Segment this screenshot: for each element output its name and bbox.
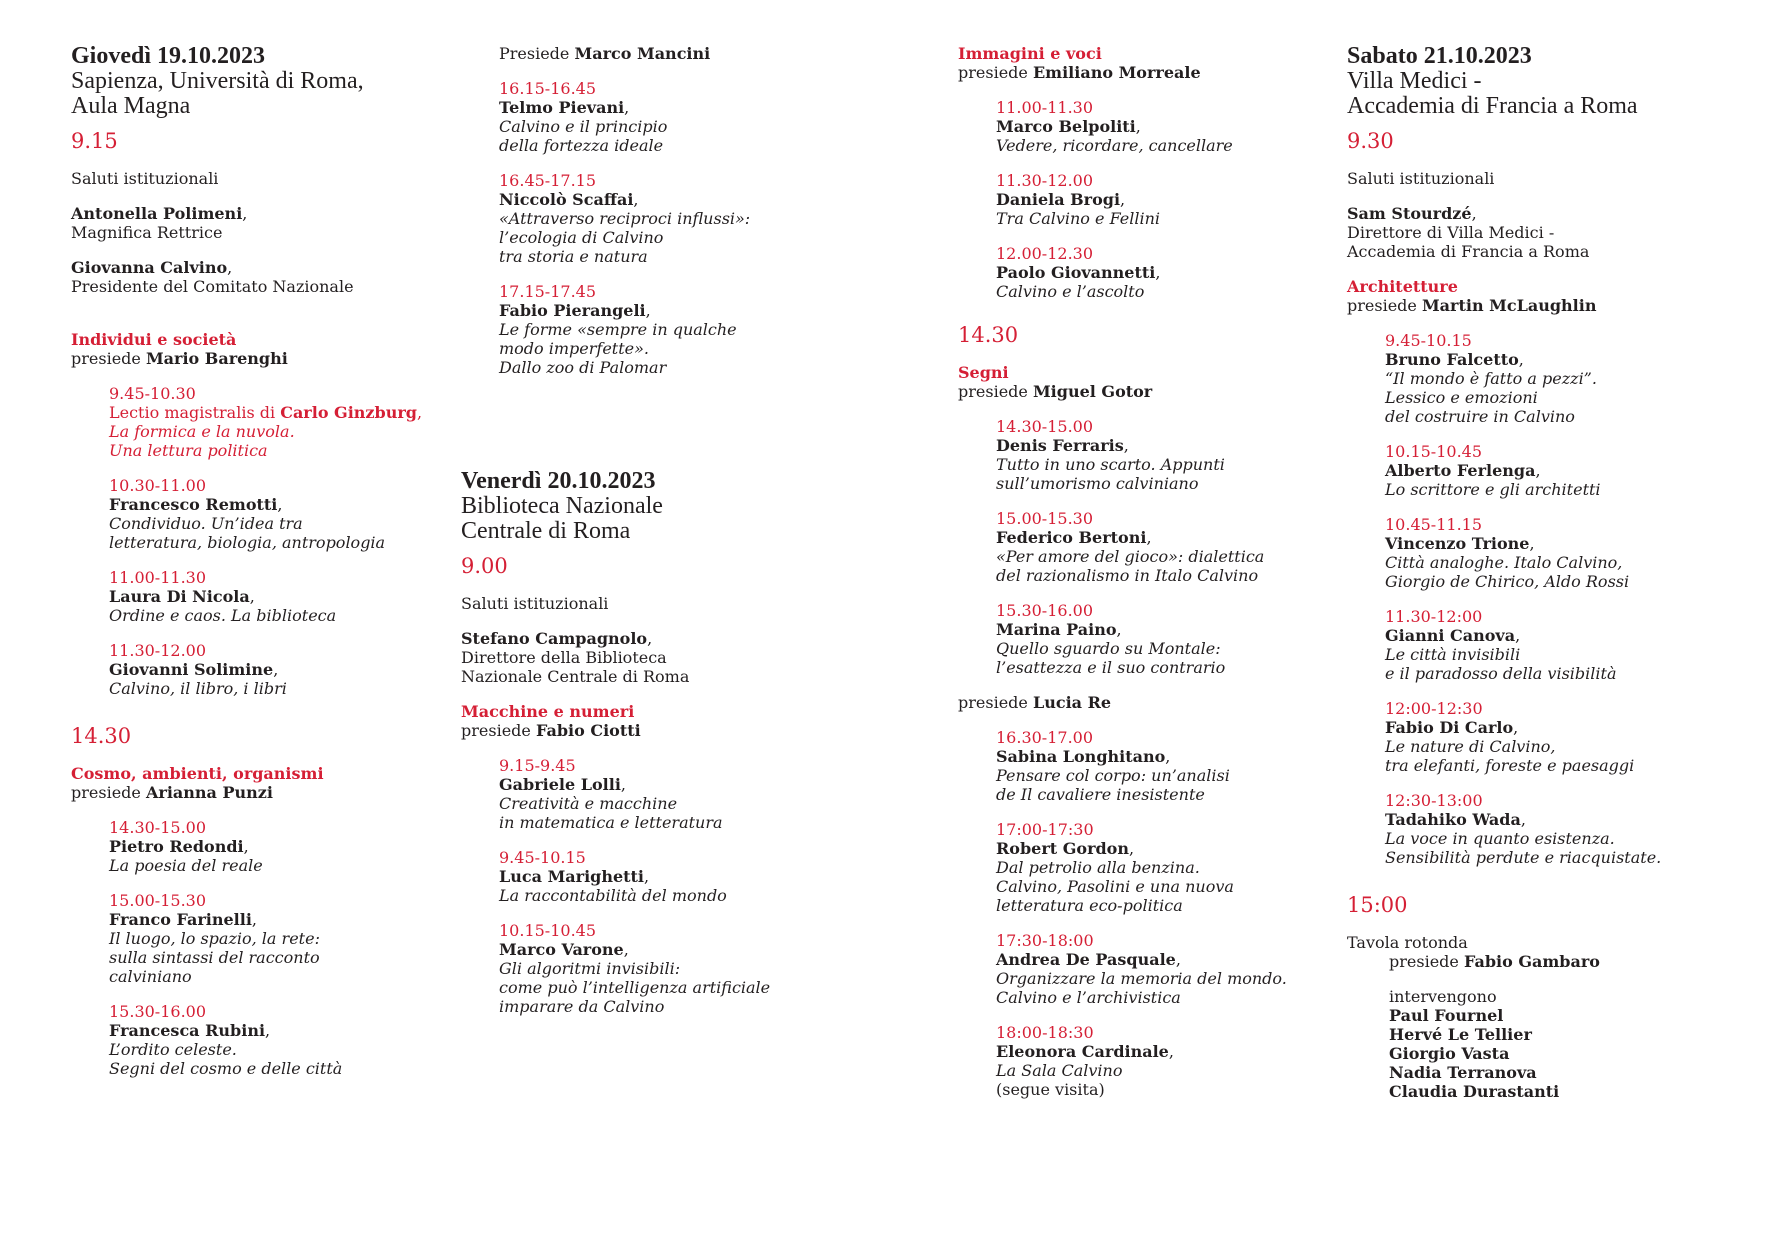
talk-speaker: Giovanni Solimine: [109, 660, 274, 679]
time-heading: 9.30: [1347, 129, 1394, 153]
talk-list: [1347, 331, 1747, 867]
talk-item: 10.15-10.45 Marco Varone, Gli algoritmi invisibili: come può l’intelligenza artificiale imparare da Calvino: [499, 921, 841, 1016]
talk-title: in matematica e letteratura: [499, 813, 723, 832]
talk-time: 9.45-10.30: [109, 384, 196, 403]
talk-time: 10.45-11.15: [1385, 515, 1483, 534]
talk-time: 9.45-10.15: [1385, 331, 1472, 350]
talk-speaker: Francesco Remotti: [109, 495, 278, 514]
talk-title: Quello sguardo su Montale:: [996, 639, 1221, 658]
greetings-label: Saluti istituzionali: [71, 169, 219, 188]
talk-item: 11.00-11.30 Marco Belpoliti, Vedere, ricordare, cancellare: [996, 98, 1338, 155]
chair-name: Lucia Re: [1032, 693, 1112, 712]
talk-item: 17:30-18:00 Andrea De Pasquale, Organizzare la memoria del mondo. Calvino e l’archivistica: [996, 931, 1338, 1007]
talk-time: 10.30-11.00: [109, 476, 207, 495]
talk-speaker: Tadahiko Wada: [1385, 810, 1521, 829]
talk-time: 11.30-12.00: [109, 641, 207, 660]
talk-title: Una lettura politica: [109, 441, 268, 460]
talk-time: 16.15-16.45: [499, 79, 597, 98]
session-heading: [958, 44, 1338, 82]
chair-name: Mario Barenghi: [145, 349, 288, 368]
talk-title: Lo scrittore e gli architetti: [1385, 480, 1601, 499]
talk-title: Sensibilità perdute e riacquistate.: [1385, 848, 1662, 867]
talk-speaker: Pietro Redondi: [109, 837, 244, 856]
talk-item: 10.15-10.45 Alberto Ferlenga, Lo scrittore e gli architetti: [1385, 442, 1747, 499]
talk-item: 15.30-16.00 Francesca Rubini, L’ordito celeste. Segni del cosmo e delle città: [109, 1002, 451, 1078]
talk-time: 16.45-17.15: [499, 171, 597, 190]
talk-item: 12:30-13:00 Tadahiko Wada, La voce in quanto esistenza. Sensibilità perdute e riacquistate.: [1385, 791, 1747, 867]
venue-line: Biblioteca Nazionale: [461, 493, 663, 519]
participant-name: Nadia Terranova: [1389, 1063, 1537, 1082]
venue-line: Villa Medici -: [1347, 68, 1482, 94]
talk-time: 10.15-10.45: [1385, 442, 1483, 461]
talk-item: 17:00-17:30 Robert Gordon, Dal petrolio alla benzina. Calvino, Pasolini e una nuova letteratura eco-politica: [996, 820, 1338, 915]
round-table-label: Tavola rotonda: [1347, 933, 1468, 952]
session-title: Individui e società: [71, 330, 237, 349]
chair-prefix: presiede: [71, 349, 141, 368]
talk-title: Lessico e emozioni: [1385, 388, 1538, 407]
talk-item: 9.15-9.45 Gabriele Lolli, Creatività e macchine in matematica e letteratura: [499, 756, 841, 832]
talk-time: 12.00-12.30: [996, 244, 1094, 263]
talk-title: Calvino, Pasolini e una nuova: [996, 877, 1234, 896]
chair-prefix: presiede: [958, 693, 1028, 712]
talk-title: letteratura, biologia, antropologia: [109, 533, 386, 552]
chair-prefix: Presiede: [499, 44, 570, 63]
talk-speaker: Vincenzo Trione: [1385, 534, 1530, 553]
chair-name: Martin McLaughlin: [1421, 296, 1597, 315]
lectio-speaker: Carlo Ginzburg: [280, 403, 417, 422]
chair-prefix: presiede: [958, 63, 1028, 82]
talk-item: 16.30-17.00 Sabina Longhitano, Pensare col corpo: un’analisi de Il cavaliere inesistente: [996, 728, 1338, 804]
speaker-name: Sam Stourdzé: [1347, 204, 1472, 223]
lectio-label: Lectio magistralis di: [109, 403, 276, 422]
talk-item: 11.30-12.00 Giovanni Solimine, Calvino, il libro, i libri: [109, 641, 451, 698]
talk-title: Vedere, ricordare, cancellare: [996, 136, 1233, 155]
talk-time: 17:30-18:00: [996, 931, 1094, 950]
venue-line: Sapienza, Università di Roma,: [71, 68, 364, 94]
talk-item: 10.45-11.15 Vincenzo Trione, Città analoghe. Italo Calvino, Giorgio de Chirico, Aldo Rossi: [1385, 515, 1747, 591]
talk-list: [958, 728, 1338, 1099]
venue-line: Accademia di Francia a Roma: [1347, 93, 1638, 119]
talk-title: Le città invisibili: [1385, 645, 1521, 664]
speaker-name: Giovanna Calvino: [71, 258, 228, 277]
talk-time: 15.00-15.30: [109, 891, 207, 910]
talk-list: [461, 79, 841, 377]
talk-item: 16.45-17.15 Niccolò Scaffai, «Attraverso reciproci influssi»: l’ecologia di Calvino tra storia e natura: [499, 171, 841, 266]
participant-name: Hervé Le Tellier: [1389, 1025, 1532, 1044]
talk-note: (segue visita): [996, 1080, 1105, 1099]
speaker-block: Giovanna Calvino, Presidente del Comitato Nazionale: [71, 258, 451, 296]
talk-title: Tra Calvino e Fellini: [996, 209, 1161, 228]
talk-item: 16.15-16.45 Telmo Pievani, Calvino e il principio della fortezza ideale: [499, 79, 841, 155]
venue-line: Centrale di Roma: [461, 518, 631, 544]
speaker-name: Antonella Polimeni: [71, 204, 243, 223]
talk-title: imparare da Calvino: [499, 997, 665, 1016]
participants-label: intervengono: [1389, 987, 1497, 1006]
speaker-block: Antonella Polimeni, Magnifica Rettrice: [71, 204, 451, 242]
talk-title: tra elefanti, foreste e paesaggi: [1385, 756, 1635, 775]
speaker-role: Nazionale Centrale di Roma: [461, 667, 690, 686]
lectio-item: 9.45-10.30 Lectio magistralis di Carlo Ginzburg, La formica e la nuvola. Una lettura politica: [109, 384, 451, 460]
talk-speaker: Marina Paino: [996, 620, 1117, 639]
talk-time: 11.00-11.30: [996, 98, 1094, 117]
talk-title: La poesia del reale: [109, 856, 263, 875]
session-heading: [1347, 277, 1747, 315]
participant-name: Paul Fournel: [1389, 1006, 1504, 1025]
talk-title: l’ecologia di Calvino: [499, 228, 664, 247]
time-heading: 14.30: [958, 323, 1019, 347]
talk-title: del costruire in Calvino: [1385, 407, 1575, 426]
speaker-block: Sam Stourdzé, Direttore di Villa Medici - Accademia di Francia a Roma: [1347, 204, 1747, 261]
talk-title: l’esattezza e il suo contrario: [996, 658, 1226, 677]
session-title: Architetture: [1347, 277, 1458, 296]
talk-title: tra storia e natura: [499, 247, 648, 266]
talk-list: [958, 98, 1338, 301]
talk-time: 16.30-17.00: [996, 728, 1094, 747]
time-heading: 9.15: [71, 129, 118, 153]
talk-title: Condividuo. Un’idea tra: [109, 514, 303, 533]
talk-item: 17.15-17.45 Fabio Pierangeli, Le forme «sempre in qualche modo imperfette». Dallo zoo di Palomar: [499, 282, 841, 377]
talk-title: e il paradosso della visibilità: [1385, 664, 1617, 683]
talk-title: Le nature di Calvino,: [1385, 737, 1556, 756]
talk-time: 10.15-10.45: [499, 921, 597, 940]
talk-title: Tutto in uno scarto. Appunti: [996, 455, 1225, 474]
talk-title: calviniano: [109, 967, 192, 986]
talk-title: Calvino e l’ascolto: [996, 282, 1145, 301]
talk-item: 14.30-15.00 Pietro Redondi, La poesia del reale: [109, 818, 451, 875]
talk-title: Organizzare la memoria del mondo.: [996, 969, 1287, 988]
time-heading: 9.00: [461, 554, 508, 578]
talk-speaker: Gabriele Lolli: [499, 775, 621, 794]
talk-speaker: Francesca Rubini: [109, 1021, 266, 1040]
talk-title: La raccontabilità del mondo: [499, 886, 727, 905]
chair-prefix: presiede: [71, 783, 141, 802]
talk-time: 14.30-15.00: [996, 417, 1094, 436]
talk-speaker: Niccolò Scaffai: [499, 190, 634, 209]
talk-item: 18:00-18:30 Eleonora Cardinale, La Sala Calvino (segue visita): [996, 1023, 1338, 1099]
chair-name: Fabio Gambaro: [1463, 952, 1600, 971]
talk-title: Ordine e caos. La biblioteca: [109, 606, 337, 625]
column-thursday: [71, 44, 451, 1078]
talk-title: Pensare col corpo: un’analisi: [996, 766, 1230, 785]
speaker-role: Presidente del Comitato Nazionale: [71, 277, 354, 296]
talk-speaker: Fabio Di Carlo: [1385, 718, 1514, 737]
talk-speaker: Marco Belpoliti: [996, 117, 1136, 136]
talk-title: Giorgio de Chirico, Aldo Rossi: [1385, 572, 1630, 591]
column-friday: [461, 44, 841, 1016]
day-heading: Venerdì 20.10.2023: [461, 468, 656, 494]
talk-title: Creatività e macchine: [499, 794, 678, 813]
chair-prefix: presiede: [1347, 296, 1417, 315]
talk-item: 11.00-11.30 Laura Di Nicola, Ordine e caos. La biblioteca: [109, 568, 451, 625]
talk-time: 17.15-17.45: [499, 282, 597, 301]
session-title: Cosmo, ambienti, organismi: [71, 764, 324, 783]
greetings-label: Saluti istituzionali: [461, 594, 609, 613]
talk-title: Calvino e l’archivistica: [996, 988, 1181, 1007]
talk-title: Dallo zoo di Palomar: [499, 358, 667, 377]
talk-title: Città analoghe. Italo Calvino,: [1385, 553, 1623, 572]
talk-title: Calvino e il principio: [499, 117, 668, 136]
chair-prefix: presiede: [461, 721, 531, 740]
talk-title: Gli algoritmi invisibili:: [499, 959, 681, 978]
talk-title: Calvino, il libro, i libri: [109, 679, 287, 698]
talk-time: 15.30-16.00: [109, 1002, 207, 1021]
speaker-role: Magnifica Rettrice: [71, 223, 223, 242]
talk-title: «Attraverso reciproci influssi»:: [499, 209, 751, 228]
session-title: Immagini e voci: [958, 44, 1102, 63]
talk-item: 10.30-11.00 Francesco Remotti, Condividuo. Un’idea tra letteratura, biologia, antropologia: [109, 476, 451, 552]
talk-time: 18:00-18:30: [996, 1023, 1094, 1042]
talk-time: 9.45-10.15: [499, 848, 586, 867]
talk-title: “Il mondo è fatto a pezzi”.: [1385, 369, 1597, 388]
chair-name: Fabio Ciotti: [535, 721, 641, 740]
time-heading: 14.30: [71, 724, 132, 748]
talk-time: 12:30-13:00: [1385, 791, 1483, 810]
speaker-role: Accademia di Francia a Roma: [1347, 242, 1590, 261]
talk-item: 15.30-16.00 Marina Paino, Quello sguardo su Montale: l’esattezza e il suo contrario: [996, 601, 1338, 677]
talk-speaker: Federico Bertoni: [996, 528, 1147, 547]
talk-item: 12.00-12.30 Paolo Giovannetti, Calvino e l’ascolto: [996, 244, 1338, 301]
talk-item: 15.00-15.30 Federico Bertoni, «Per amore del gioco»: dialettica del razionalismo in Italo Calvino: [996, 509, 1338, 585]
talk-speaker: Gianni Canova: [1385, 626, 1516, 645]
talk-title: Il luogo, lo spazio, la rete:: [109, 929, 320, 948]
talk-speaker: Franco Farinelli: [109, 910, 252, 929]
day-heading: Sabato 21.10.2023: [1347, 43, 1532, 69]
session-heading: [958, 693, 1338, 712]
talk-speaker: Fabio Pierangeli: [499, 301, 646, 320]
talk-title: Le forme «sempre in qualche: [499, 320, 737, 339]
talk-speaker: Luca Marighetti: [499, 867, 645, 886]
talk-title: La voce in quanto esistenza.: [1385, 829, 1615, 848]
greetings-label: Saluti istituzionali: [1347, 169, 1495, 188]
talk-speaker: Daniela Brogi: [996, 190, 1121, 209]
session-heading: [71, 764, 451, 802]
talk-speaker: Laura Di Nicola: [109, 587, 250, 606]
talk-time: 11.30-12.00: [996, 171, 1094, 190]
talk-speaker: Andrea De Pasquale: [996, 950, 1176, 969]
talk-title: Dal petrolio alla benzina.: [996, 858, 1200, 877]
session-title: Macchine e numeri: [461, 702, 635, 721]
talk-title: «Per amore del gioco»: dialettica: [996, 547, 1265, 566]
speaker-role: Direttore di Villa Medici -: [1347, 223, 1555, 242]
talk-item: 15.00-15.30 Franco Farinelli, Il luogo, lo spazio, la rete: sulla sintassi del racconto calviniano: [109, 891, 451, 986]
talk-list: [958, 417, 1338, 677]
column-friday-cont: [958, 44, 1338, 1099]
chair-prefix: presiede: [958, 382, 1028, 401]
talk-title: sull’umorismo calviniano: [996, 474, 1199, 493]
chair-prefix: presiede: [1389, 952, 1459, 971]
talk-title: de Il cavaliere inesistente: [996, 785, 1205, 804]
talk-title: L’ordito celeste.: [109, 1040, 237, 1059]
talk-title: letteratura eco-politica: [996, 896, 1183, 915]
talk-title: La Sala Calvino: [996, 1061, 1123, 1080]
talk-list: [461, 756, 841, 1016]
session-heading: [461, 702, 841, 740]
talk-time: 11.30-12:00: [1385, 607, 1483, 626]
talk-item: 11.30-12.00 Daniela Brogi, Tra Calvino e Fellini: [996, 171, 1338, 228]
session-heading: [958, 363, 1338, 401]
column-saturday: [1347, 44, 1747, 1101]
talk-item: 12:00-12:30 Fabio Di Carlo, Le nature di Calvino, tra elefanti, foreste e paesaggi: [1385, 699, 1747, 775]
talk-time: 15.00-15.30: [996, 509, 1094, 528]
talk-time: 15.30-16.00: [996, 601, 1094, 620]
chair-name: Emiliano Morreale: [1032, 63, 1201, 82]
talk-speaker: Paolo Giovannetti: [996, 263, 1156, 282]
time-heading: 15:00: [1347, 893, 1408, 917]
talk-item: 14.30-15.00 Denis Ferraris, Tutto in uno scarto. Appunti sull’umorismo calviniano: [996, 417, 1338, 493]
session-heading: [71, 330, 451, 368]
talk-title: come può l’intelligenza artificiale: [499, 978, 771, 997]
chair-name: Arianna Punzi: [145, 783, 273, 802]
day-heading: Giovedì 19.10.2023: [71, 43, 266, 69]
talk-title: sulla sintassi del racconto: [109, 948, 320, 967]
talk-item: 11.30-12:00 Gianni Canova, Le città invisibili e il paradosso della visibilità: [1385, 607, 1747, 683]
talk-title: modo imperfette».: [499, 339, 650, 358]
talk-speaker: Robert Gordon: [996, 839, 1129, 858]
talk-speaker: Marco Varone: [499, 940, 624, 959]
talk-time: 11.00-11.30: [109, 568, 207, 587]
talk-time: 17:00-17:30: [996, 820, 1094, 839]
venue-line: Aula Magna: [71, 93, 191, 119]
participant-name: Giorgio Vasta: [1389, 1044, 1510, 1063]
talk-item: 9.45-10.15 Luca Marighetti, La raccontabilità del mondo: [499, 848, 841, 905]
talk-speaker: Denis Ferraris: [996, 436, 1124, 455]
talk-title: La formica e la nuvola.: [109, 422, 295, 441]
talk-title: della fortezza ideale: [499, 136, 664, 155]
speaker-block: Stefano Campagnolo, Direttore della Biblioteca Nazionale Centrale di Roma: [461, 629, 841, 686]
chair-name: Miguel Gotor: [1032, 382, 1153, 401]
talk-speaker: Bruno Falcetto: [1385, 350, 1519, 369]
talk-title: Segni del cosmo e delle città: [109, 1059, 343, 1078]
talk-speaker: Sabina Longhitano: [996, 747, 1166, 766]
session-title: Segni: [958, 363, 1009, 382]
round-table: [1347, 933, 1747, 1101]
talk-speaker: Alberto Ferlenga: [1385, 461, 1536, 480]
talk-title: del razionalismo in Italo Calvino: [996, 566, 1259, 585]
talk-time: 12:00-12:30: [1385, 699, 1483, 718]
talk-speaker: Eleonora Cardinale: [996, 1042, 1169, 1061]
talk-item: 9.45-10.15 Bruno Falcetto, “Il mondo è fatto a pezzi”. Lessico e emozioni del costruire in Calvino: [1385, 331, 1747, 426]
speaker-role: Direttore della Biblioteca: [461, 648, 667, 667]
talk-speaker: Telmo Pievani: [499, 98, 625, 117]
chair-name: Marco Mancini: [574, 44, 711, 63]
talk-time: 14.30-15.00: [109, 818, 207, 837]
talk-list: [71, 818, 451, 1078]
participant-name: Claudia Durastanti: [1389, 1082, 1560, 1101]
talk-time: 9.15-9.45: [499, 756, 576, 775]
talk-list: [71, 384, 451, 698]
session-heading: [499, 44, 841, 63]
speaker-name: Stefano Campagnolo: [461, 629, 648, 648]
